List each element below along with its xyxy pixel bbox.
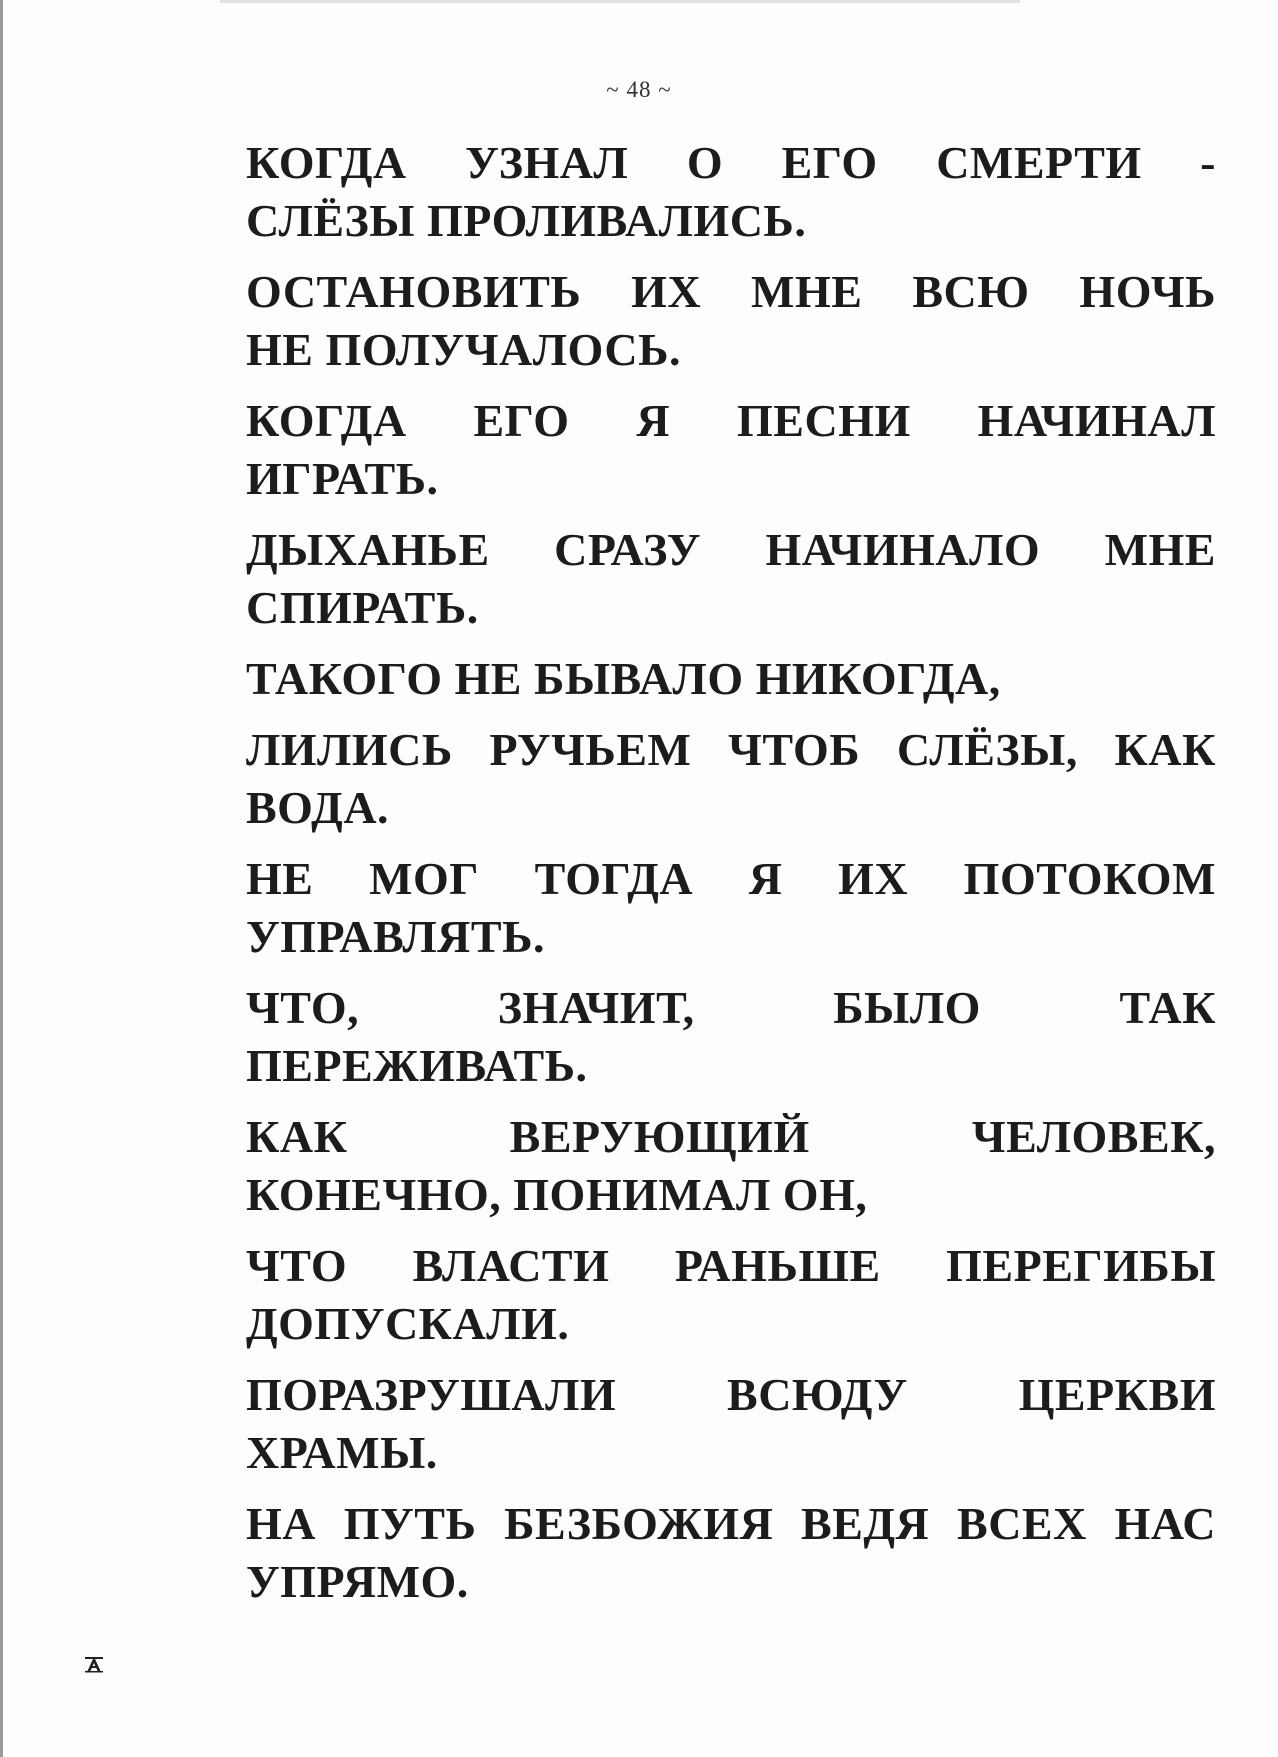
poem-body <box>246 134 1216 1624</box>
poem-line: СПИРАТЬ. <box>246 582 479 633</box>
publisher-mark-icon <box>84 1655 104 1673</box>
stanza <box>246 850 1216 966</box>
poem-line: УПРЯМО. <box>246 1556 469 1607</box>
stanza <box>246 1108 1216 1224</box>
poem-line: ТАКОГО НЕ БЫВАЛО НИКОГДА, <box>246 653 1001 704</box>
stanza <box>246 1366 1216 1482</box>
stanza <box>246 1237 1216 1353</box>
poem-line: ИГРАТЬ. <box>246 453 439 504</box>
stanza <box>246 650 1216 708</box>
stanza <box>246 721 1216 837</box>
poem-line: ЧТО ВЛАСТИ РАНЬШЕ ПЕРЕГИБЫ <box>246 1240 1216 1291</box>
poem-line: ВОДА. <box>246 782 390 833</box>
poem-line: ЧТО, ЗНАЧИТ, БЫЛО ТАК <box>246 982 1216 1033</box>
poem-line: ПЕРЕЖИВАТЬ. <box>246 1040 588 1091</box>
poem-line: НЕ МОГ ТОГДА Я ИХ ПОТОКОМ <box>246 853 1216 904</box>
poem-line: КАК ВЕРУЮЩИЙ ЧЕЛОВЕК, <box>246 1111 1216 1162</box>
poem-line: ОСТАНОВИТЬ ИХ МНЕ ВСЮ НОЧЬ <box>246 266 1216 317</box>
poem-line: КОГДА ЕГО Я ПЕСНИ НАЧИНАЛ <box>246 395 1216 446</box>
poem-line: КОГДА УЗНАЛ О ЕГО СМЕРТИ - <box>246 137 1216 188</box>
poem-line: ДОПУСКАЛИ. <box>246 1298 570 1349</box>
poem-line: ПОРАЗРУШАЛИ ВСЮДУ ЦЕРКВИ <box>246 1369 1216 1420</box>
poem-line: СЛЁЗЫ ПРОЛИВАЛИСЬ. <box>246 195 807 246</box>
stanza <box>246 263 1216 379</box>
stanza <box>246 134 1216 250</box>
stanza <box>246 392 1216 508</box>
poem-line: НА ПУТЬ БЕЗБОЖИЯ ВЕДЯ ВСЕХ НАС <box>246 1498 1216 1549</box>
poem-line: ЛИЛИСЬ РУЧЬЕМ ЧТОБ СЛЁЗЫ, КАК <box>246 724 1216 775</box>
scan-edge-left <box>0 0 3 1757</box>
poem-line: ХРАМЫ. <box>246 1427 438 1478</box>
scan-edge-top <box>220 0 1020 3</box>
poem-line: КОНЕЧНО, ПОНИМАЛ ОН, <box>246 1169 868 1220</box>
page-number: ~ 48 ~ <box>606 77 672 102</box>
stanza <box>246 521 1216 637</box>
poem-line: ДЫХАНЬЕ СРАЗУ НАЧИНАЛО МНЕ <box>246 524 1216 575</box>
poem-line: УПРАВЛЯТЬ. <box>246 911 545 962</box>
stanza <box>246 979 1216 1095</box>
stanza <box>246 1495 1216 1611</box>
poem-line: НЕ ПОЛУЧАЛОСЬ. <box>246 324 681 375</box>
